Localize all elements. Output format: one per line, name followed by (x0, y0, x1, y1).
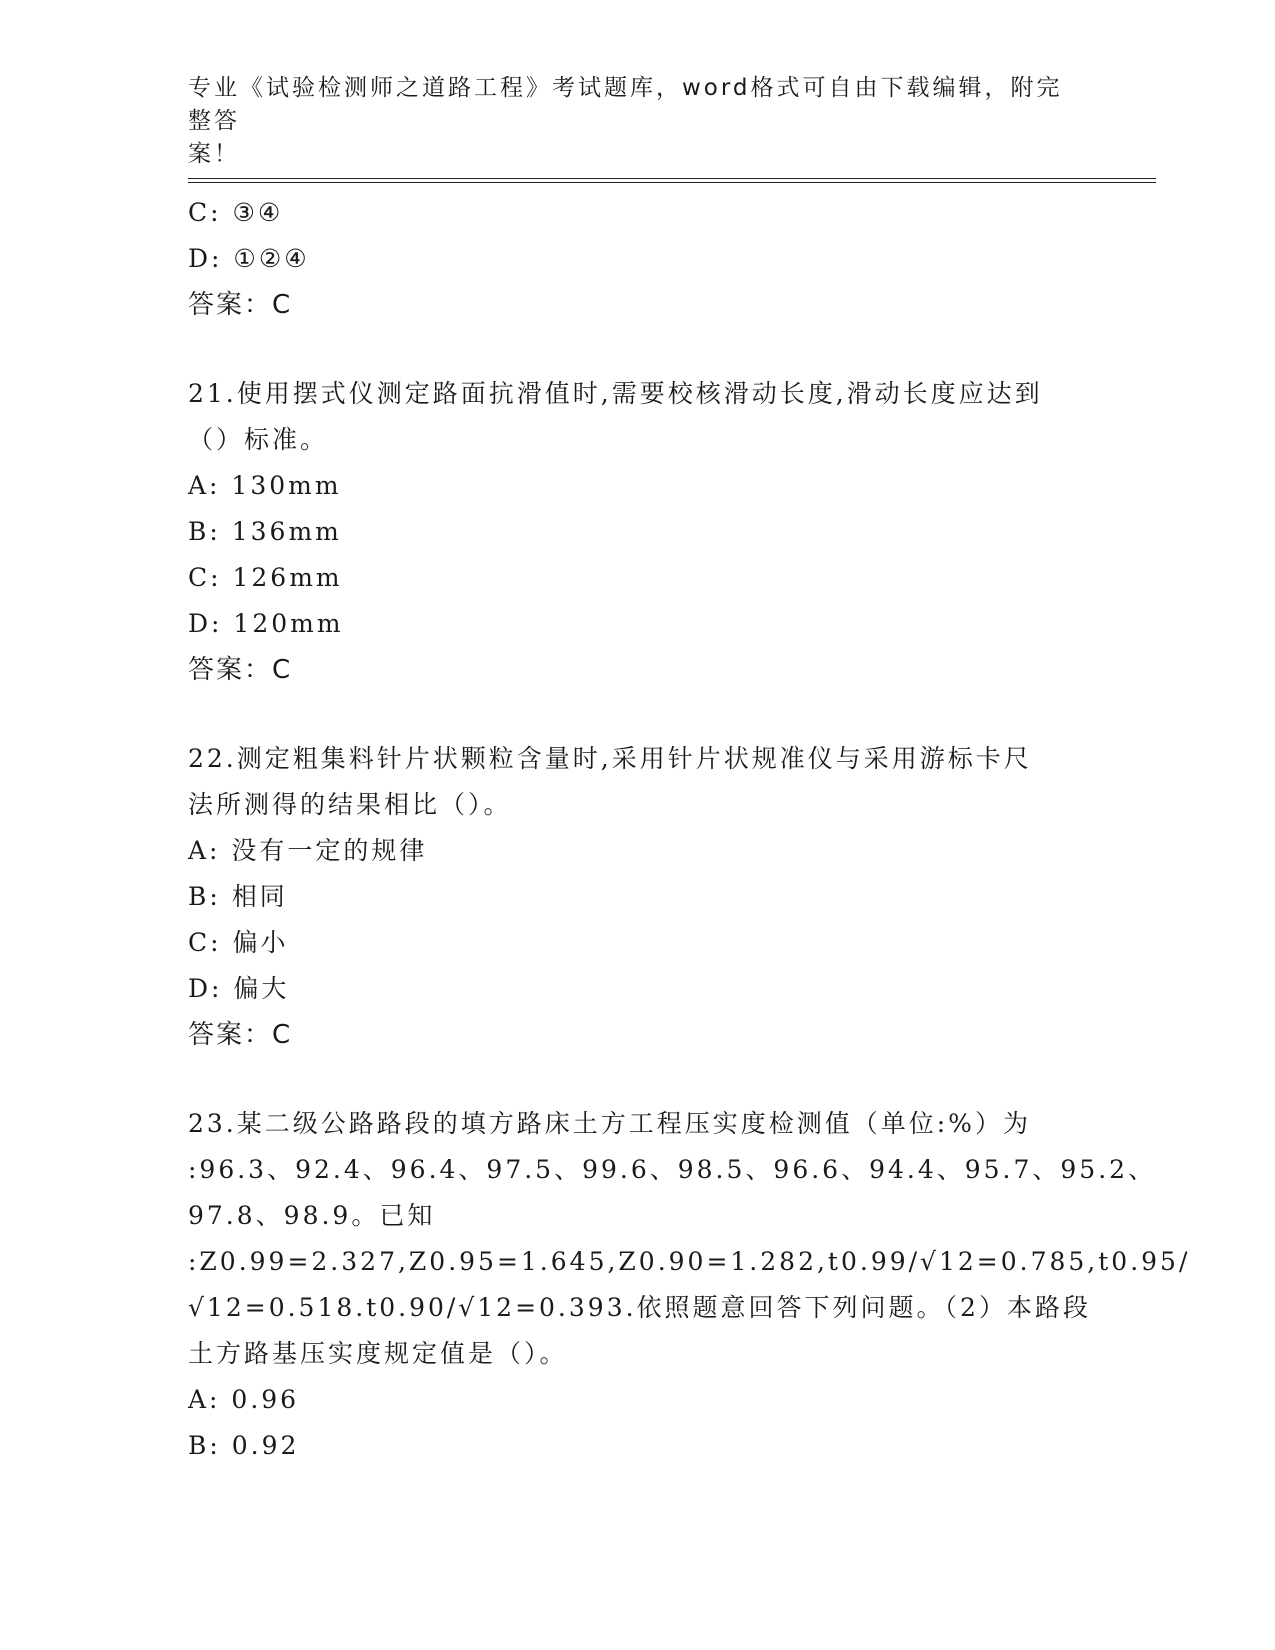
question-20-tail (188, 190, 1088, 328)
question-text-line: :96.3、92.4、96.4、97.5、99.6、98.5、96.6、94.4、95.7、95.2、 (188, 1155, 1157, 1184)
question-text-line: 土方路基压实度规定值是（）。 (188, 1339, 568, 1368)
question-text-line: 22.测定粗集料针片状颗粒含量时,采用针片状规准仪与采用游标卡尺 (188, 744, 1032, 773)
question-text-line: （）标准。 (188, 425, 329, 454)
option-b: B: 相同 (188, 882, 288, 911)
option-b: B: 136mm (188, 517, 342, 546)
question-22 (188, 736, 1088, 1058)
question-text-line: :Z0.99=2.327,Z0.95=1.645,Z0.90=1.282,t0.99/√12=0.785,t0.95/ (188, 1247, 1191, 1276)
option-d: D: 120mm (188, 609, 344, 638)
spacer (188, 1058, 1088, 1101)
header-title-line1: 专业《试验检测师之道路工程》考试题库，word格式可自由下载编辑，附完整答 (188, 75, 1063, 134)
question-text-line: √12=0.518.t0.90/√12=0.393.依照题意回答下列问题。（2）本路段 (188, 1293, 1091, 1322)
question-text-line: 97.8、98.9。已知 (188, 1201, 436, 1230)
spacer (188, 328, 1088, 371)
answer: 答案：C (188, 655, 293, 685)
option-a: A: 130mm (188, 471, 342, 500)
page-header (188, 72, 1068, 171)
answer: 答案：C (188, 290, 293, 320)
option-c: C: 偏小 (188, 928, 289, 957)
header-divider (188, 178, 1156, 183)
question-text-line: 23.某二级公路路段的填方路床土方工程压实度检测值（单位:%）为 (188, 1109, 1031, 1138)
answer: 答案：C (188, 1020, 293, 1050)
question-content (188, 190, 1191, 1469)
option-c: C: 126mm (188, 563, 343, 592)
question-21 (188, 371, 1088, 693)
question-23 (188, 1101, 1191, 1469)
option-b: B: 0.92 (188, 1431, 300, 1460)
header-title-line2: 案！ (188, 141, 240, 167)
option-a: A: 0.96 (188, 1385, 300, 1414)
question-text-line: 法所测得的结果相比（）。 (188, 790, 512, 819)
option-a: A: 没有一定的规律 (188, 836, 428, 865)
spacer (188, 693, 1088, 736)
option-d: D: ①②④ (188, 244, 310, 273)
option-d: D: 偏大 (188, 974, 290, 1003)
option-c: C: ③④ (188, 198, 284, 227)
question-text-line: 21.使用摆式仪测定路面抗滑值时,需要校核滑动长度,滑动长度应达到 (188, 379, 1043, 408)
